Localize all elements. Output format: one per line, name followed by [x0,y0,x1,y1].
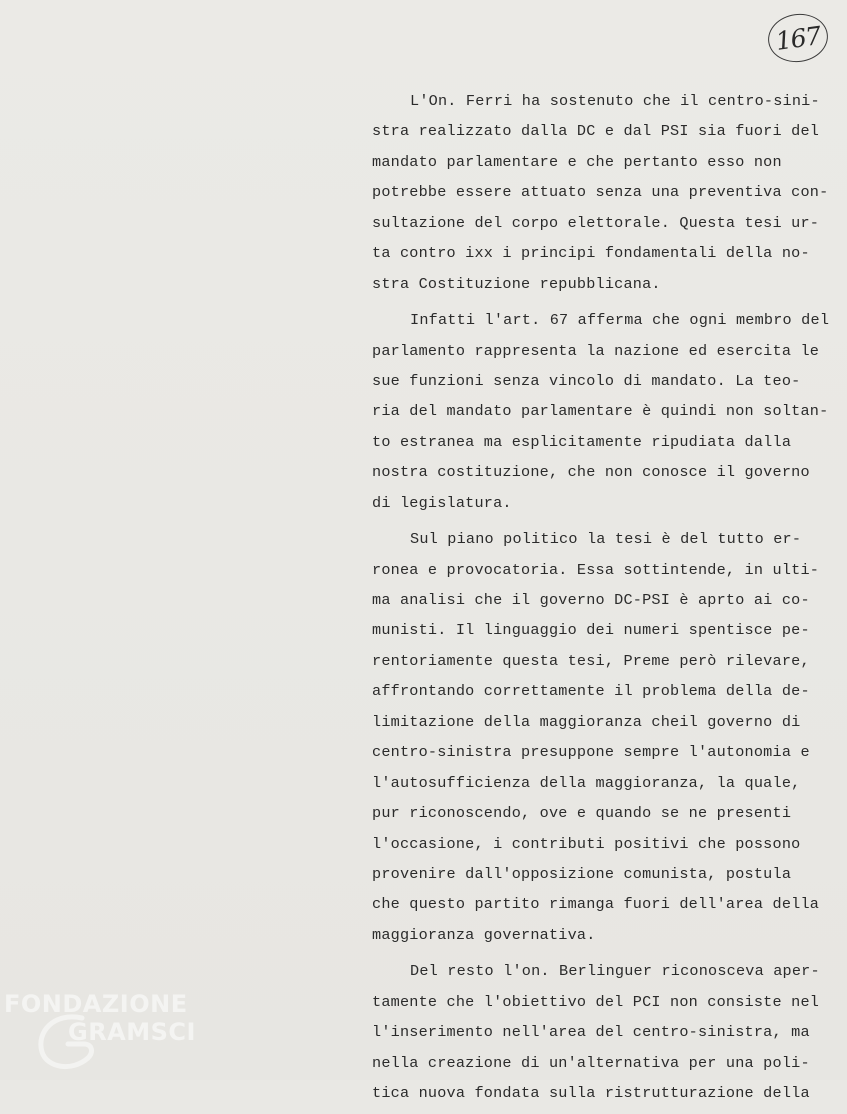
text-line: maggioranza governativa. [372,925,596,944]
text-line: potrebbe essere attuato senza una preventiva con- [372,183,829,202]
paragraph-1 [372,86,847,299]
text-line: stra realizzato dalla DC e dal PSI sia fuori del [372,122,820,141]
text-line: tamente che l'obiettivo del PCI non consiste nel [372,992,820,1011]
text-line: mandato parlamentare e che pertanto esso non [372,152,782,171]
text-line: to estranea ma esplicitamente ripudiata dalla [372,432,792,451]
text-line: limitazione della maggioranza cheil governo di [372,712,801,731]
text-line: sultazione del corpo elettorale. Questa tesi ur- [372,213,820,232]
text-line: provenire dall'opposizione comunista, postula [372,864,792,883]
text-line: ria del mandato parlamentare è quindi non soltan- [372,402,829,421]
text-line: munisti. Il linguaggio dei numeri spentisce pe- [372,621,810,640]
text-line: ta contro ixx i principi fondamentali della no- [372,244,810,263]
paragraph-3 [372,524,847,950]
text-line: L'On. Ferri ha sostenuto che il centro-sini- [410,92,820,110]
typewritten-text [372,86,847,1114]
text-line: affrontando correttamente il problema della de- [372,682,810,701]
text-line: nella creazione di un'alternativa per una poli- [372,1053,810,1072]
text-line: parlamento rappresenta la nazione ed esercita le [372,341,820,360]
text-line: Infatti l'art. 67 afferma che ogni membro del [410,311,830,330]
text-line: tica nuova fondata sulla ristrutturazione della [372,1084,810,1102]
text-line: che questo partito rimanga fuori dell'area della [372,895,820,914]
page-number: 167 [765,10,831,66]
archive-watermark-logo [4,990,224,1075]
text-line: Sul piano politico la tesi è del tutto er- [410,530,802,549]
watermark-line-1: FONDAZIONE [4,990,188,1018]
text-line: stra Costituzione repubblicana. [372,274,661,293]
text-line: l'autosufficienza della maggioranza, la quale, [372,773,801,792]
text-line: l'inserimento nell'area del centro-sinistra, ma [372,1023,810,1042]
text-line: centro-sinistra presuppone sempre l'autonomia e [372,743,810,762]
watermark-line-2: GRAMSCI [68,1018,196,1046]
paragraph-4 [372,956,847,1108]
text-line: l'occasione, i contributi positivi che possono [372,834,801,853]
text-line: rentoriamente questa tesi, Preme però rilevare, [372,651,810,670]
text-line: sue funzioni senza vincolo di mandato. La teo- [372,371,801,390]
paragraph-2 [372,305,847,518]
text-line: ma analisi che il governo DC-PSI è aprto ai co- [372,591,810,609]
text-line: di legislatura. [372,493,512,512]
text-line: ronea e provocatoria. Essa sottintende, in ulti- [372,560,820,579]
text-line: Del resto l'on. Berlinguer riconosceva aper- [410,962,820,981]
text-line: pur riconoscendo, ove e quando se ne presenti [372,804,792,823]
swirl-logo-icon [32,1010,102,1074]
text-line: nostra costituzione, che non conosce il governo [372,463,810,482]
